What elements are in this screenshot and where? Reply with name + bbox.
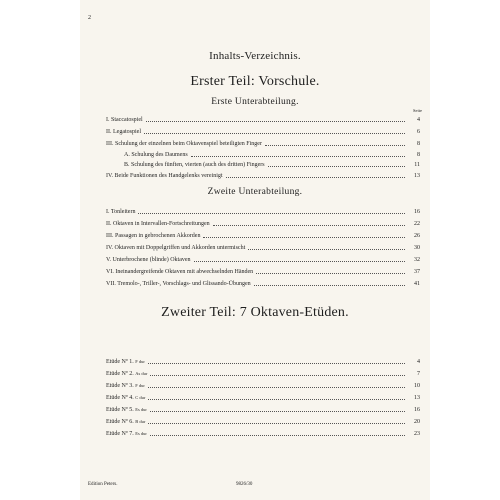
etude-page: 7 <box>417 371 420 377</box>
toc-entry <box>106 170 420 179</box>
etude-key: Es dur <box>135 407 147 412</box>
toc-entry-label: V. Unterbrochene (blinde) Oktaven <box>106 257 191 263</box>
etude-entry <box>106 368 420 377</box>
dot-leader <box>146 121 405 122</box>
toc-entry-page: 4 <box>417 117 420 123</box>
toc-entry-label: III. Passagen in gebrochenen Akkorden <box>106 233 201 239</box>
contents-heading: Inhalts-Verzeichnis. <box>209 50 301 62</box>
toc-entry-label: IV. Beide Funktionen des Handgelenks vereinigt <box>106 173 223 179</box>
toc-entry-label: I. Tonleitern <box>106 209 136 215</box>
toc-entry <box>106 242 420 251</box>
toc-entry-label: VI. Ineinandergreifende Oktaven mit abwechselnden Händen <box>106 269 254 275</box>
etude-page: 23 <box>414 431 420 437</box>
etude-page: 10 <box>414 383 420 389</box>
dot-leader <box>148 387 405 388</box>
page-column-label: Seite <box>413 108 422 113</box>
dot-leader <box>254 285 405 286</box>
etude-label: Etüde Nº 3. <box>106 383 134 389</box>
etude-page: 13 <box>414 395 420 401</box>
section2-title: Zweite Unterabteilung. <box>207 187 303 197</box>
toc-entry-label: II. Oktaven in Intervallen-Fortschreitungen <box>106 221 210 227</box>
etude-entry <box>106 392 420 401</box>
part1-title: Erster Teil: Vorschule. <box>190 74 320 89</box>
dot-leader <box>148 399 405 400</box>
etude-key: Es dur <box>135 431 147 436</box>
toc-entry-label: III. Schulung der einzelnen beim Oktavenspiel beteiligten Finger <box>106 141 262 147</box>
etude-page: 20 <box>414 419 420 425</box>
etude-entry <box>106 416 420 425</box>
document-page <box>80 0 430 500</box>
toc-entry <box>106 254 420 263</box>
toc-entry <box>106 206 420 215</box>
toc-subentry <box>124 149 420 158</box>
dot-leader <box>194 261 405 262</box>
part2-title: Zweiter Teil: 7 Oktaven-Etüden. <box>161 305 349 320</box>
toc-entry <box>106 266 420 275</box>
etude-key: B dur <box>135 419 146 424</box>
toc-entry <box>106 278 420 287</box>
etude-page: 4 <box>417 359 420 365</box>
dot-leader <box>203 237 405 238</box>
dot-leader <box>268 166 405 167</box>
dot-leader <box>265 145 405 146</box>
toc-entry-page: 41 <box>414 281 420 287</box>
toc-entry-label: II. Legatospiel <box>106 129 141 135</box>
toc-entry-page: 6 <box>417 129 420 135</box>
dot-leader <box>138 213 405 214</box>
dot-leader <box>256 273 405 274</box>
toc-entry-page: 16 <box>414 209 420 215</box>
toc-entry-page: 8 <box>417 141 420 147</box>
toc-entry-page: 26 <box>414 233 420 239</box>
toc-entry-label: IV. Oktaven mit Doppelgriffen und Akkorden untermischt <box>106 245 246 251</box>
toc-entry-page: 32 <box>414 257 420 263</box>
etude-label: Etüde Nº 1. <box>106 359 134 365</box>
etude-entry <box>106 404 420 413</box>
etude-key: F dur <box>135 383 145 388</box>
toc-entry-page: 37 <box>414 269 420 275</box>
etude-label: Etüde Nº 6. <box>106 419 134 425</box>
etude-entry <box>106 356 420 365</box>
dot-leader <box>150 375 405 376</box>
dot-leader <box>148 423 405 424</box>
section1-title: Erste Unterabteilung. <box>211 97 299 107</box>
etude-page: 16 <box>414 407 420 413</box>
etude-key: As dur <box>135 371 148 376</box>
toc-entry-page: 13 <box>414 173 420 179</box>
toc-entry-label: I. Staccatospiel <box>106 117 143 123</box>
plate-number: 9826/30 <box>236 482 253 487</box>
toc-entry-label: B. Schulung des fünften, vierten (auch des dritten) Fingers <box>124 162 265 168</box>
etude-entry <box>106 428 420 437</box>
dot-leader <box>191 156 405 157</box>
toc-entry-label: A. Schulung des Daumens <box>124 152 188 158</box>
etude-label: Etüde Nº 4. <box>106 395 134 401</box>
dot-leader <box>150 411 405 412</box>
toc-entry <box>106 114 420 123</box>
dot-leader <box>248 249 405 250</box>
toc-entry <box>106 230 420 239</box>
publisher-imprint: Edition Peters. <box>88 482 118 487</box>
etude-label: Etüde Nº 5. <box>106 407 134 413</box>
toc-entry <box>106 218 420 227</box>
dot-leader <box>144 133 405 134</box>
dot-leader <box>226 177 405 178</box>
etude-label: Etüde Nº 2. <box>106 371 134 377</box>
toc-subentry <box>124 159 420 168</box>
toc-entry <box>106 138 420 147</box>
toc-entry <box>106 126 420 135</box>
toc-entry-page: 30 <box>414 245 420 251</box>
etude-label: Etüde Nº 7. <box>106 431 134 437</box>
dot-leader <box>213 225 405 226</box>
etude-key: C dur <box>135 395 146 400</box>
dot-leader <box>150 435 405 436</box>
dot-leader <box>148 363 405 364</box>
etude-entry <box>106 380 420 389</box>
toc-entry-page: 11 <box>414 162 420 168</box>
page-number: 2 <box>88 15 91 21</box>
toc-entry-page: 22 <box>414 221 420 227</box>
toc-entry-label: VII. Tremolo-, Triller-, Vorschlags- und Glissando-Übungen <box>106 281 251 287</box>
toc-entry-page: 8 <box>417 152 420 158</box>
etude-key: F dur <box>135 359 145 364</box>
